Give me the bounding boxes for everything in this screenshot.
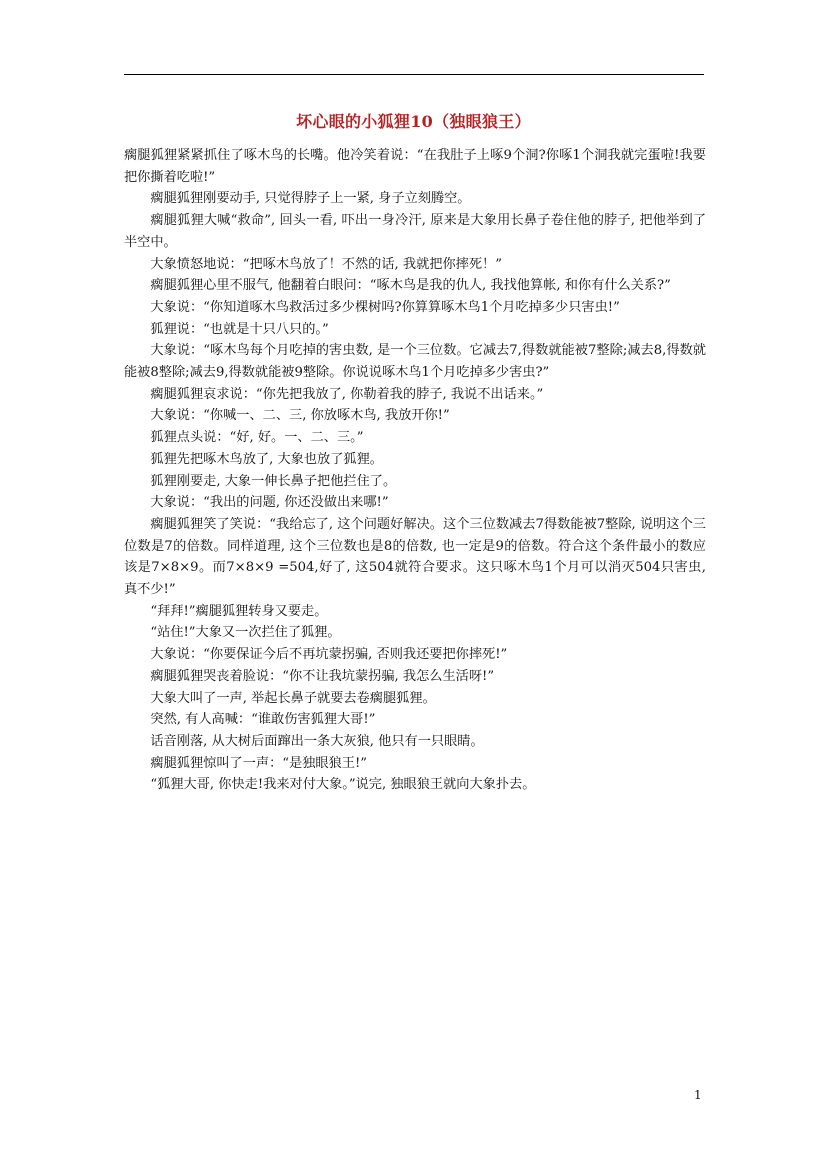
paragraph: 话音刚落, 从大树后面蹿出一条大灰狼, 他只有一只眼睛。 [150,733,484,749]
paragraph: 狐狸刚要走, 大象一伸长鼻子把他拦住了。 [150,473,397,489]
paragraph: 瘸腿狐狸笑了笑说：“我给忘了, 这个问题好解决。这个三位数减去7得数能被7整除, 说明这个三位数是7的倍数。同样道理, 这个三位数也是8的倍数, 也一定是9的倍数。符合这个条件最小的数应该是7×8×9。而7×8×9 =504,好了, 这504就符合要求。这只啄木鸟1个月可以消灭504只害虫, 真不少!” [124,516,706,598]
paragraph: 狐狸点头说：“好, 好。一、二、三。” [150,430,364,446]
paragraph: “狐狸大哥, 你快走!我来对付大象。”说完, 独眼狼王就向大象扑去。 [150,777,536,793]
paragraph: 瘸腿狐狸紧紧抓住了啄木鸟的长嘴。他冷笑着说：“在我肚子上啄9个洞?你啄1个洞我就完蛋啦!我要把你撕着吃啦!” [124,148,706,185]
paragraph: 瘸腿狐狸刚要动手, 只觉得脖子上一紧, 身子立刻腾空。 [150,191,471,207]
paragraph: 大象说：“啄木鸟每个月吃掉的害虫数, 是一个三位数。它减去7,得数就能被7整除;减去8,得数就能被8整除;减去9,得数就能被9整除。你说说啄木鸟1个月吃掉多少害虫?” [124,343,706,381]
document-title: 坏心眼的小狐狸10（独眼狼王） [296,112,531,131]
paragraph: 突然, 有人高喊：“谁敢伤害狐狸大哥!” [150,712,376,728]
paragraph: 大象说：“你喊一、二、三, 你放啄木鸟, 我放开你!” [150,408,450,424]
paragraph: 大象说：“你知道啄木鸟救活过多少棵树吗?你算算啄木鸟1个月吃掉多少只害虫!” [150,299,620,315]
paragraph: 瘸腿狐狸惊叫了一声：“是独眼狼王!” [150,755,367,771]
paragraph: 大象说：“你要保证今后不再坑蒙拐骗, 否则我还要把你摔死!” [150,647,508,663]
paragraph: 大象愤怒地说：“把啄木鸟放了！不然的话, 我就把你摔死！” [150,256,502,272]
page-number: 1 [694,1088,702,1102]
paragraph: 狐狸先把啄木鸟放了, 大象也放了狐狸。 [150,451,383,467]
header-rule [124,74,704,75]
paragraph: “拜拜!”瘸腿狐狸转身又要走。 [150,603,328,619]
paragraph: 瘸腿狐狸大喊“救命”, 回头一看, 吓出一身冷汗, 原来是大象用长鼻子卷住他的脖子, 把他举到了半空中。 [124,213,706,250]
paragraph: 大象说：“我出的问题, 你还没做出来哪!” [150,495,389,511]
paragraph: 大象大叫了一声, 举起长鼻子就要去卷瘸腿狐狸。 [150,690,436,706]
story-body [124,145,706,796]
paragraph: 瘸腿狐狸哀求说：“你先把我放了, 你勒着我的脖子, 我说不出话来。” [150,386,544,402]
paragraph: 狐狸说：“也就是十只八只的。” [150,321,329,337]
paragraph: 瘸腿狐狸哭丧着脸说：“你不让我坑蒙拐骗, 我怎么生活呀!” [150,668,495,684]
paragraph: 瘸腿狐狸心里不服气, 他翻着白眼问：“啄木鸟是我的仇人, 我找他算帐, 和你有什么关系?” [150,278,671,294]
paragraph: “站住!”大象又一次拦住了狐狸。 [150,625,341,641]
